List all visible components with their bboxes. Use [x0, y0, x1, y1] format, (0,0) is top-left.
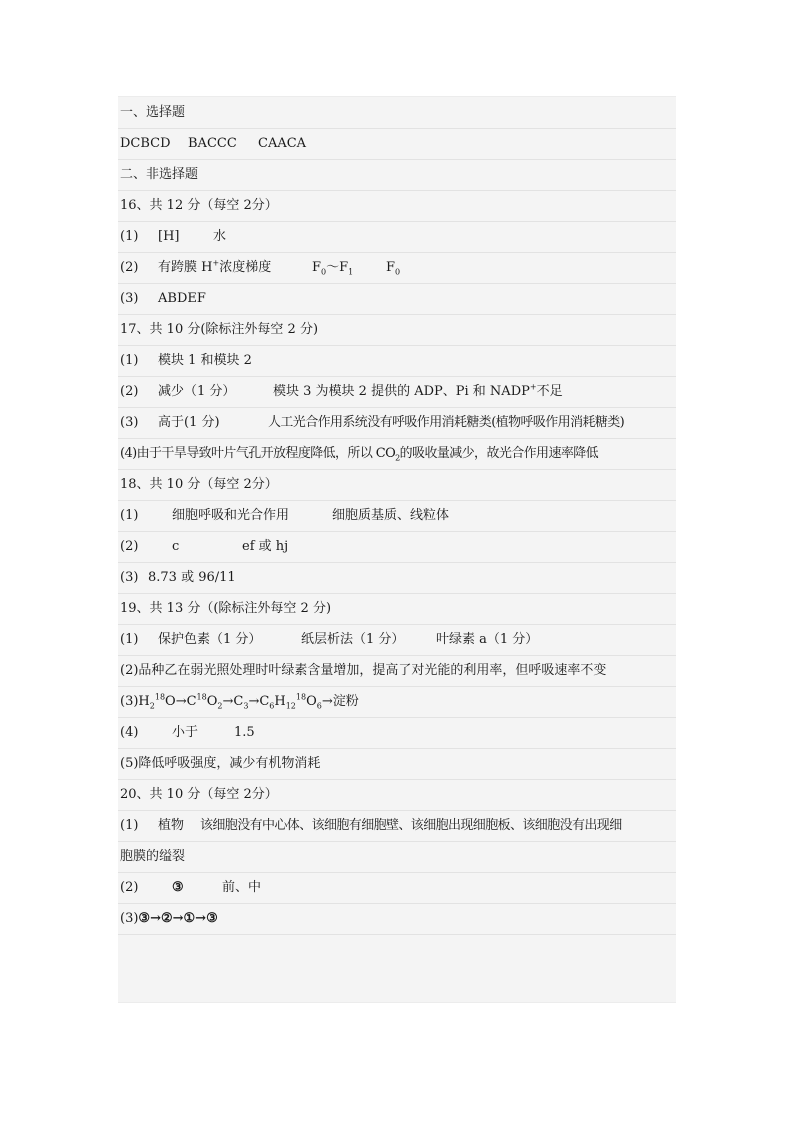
answer-value: 细胞呼吸和光合作用 — [172, 508, 290, 523]
equation: $(3)H_2^{18}O\to C^{18}O_2\to C_3\to C_6H_{12}^{18}O_6\to$淀粉 — [120, 692, 359, 711]
answer-text: 胞膜的缢裂 — [120, 849, 186, 864]
answer-number: (3) — [120, 415, 139, 430]
answer-line-20-2 — [118, 872, 676, 904]
answer-value: 有跨膜 H+浓度梯度 — [158, 258, 272, 275]
answer-value: [H] — [158, 229, 180, 244]
answer-value: 模块 3 为模块 2 提供的 ADP、Pi 和 NADP+不足 — [273, 382, 563, 399]
question-heading: 19、共 13 分（(除标注外每空 2 分) — [120, 601, 332, 616]
answer-text: (4)由于干旱导致叶片气孔开放程度降低，所以 $CO_2$的吸收量减少，故光合作用速率降低 — [120, 446, 599, 463]
answer-value: 小于 — [172, 725, 199, 740]
answer-line-18-2 — [118, 531, 676, 563]
answer-value: 纸层析法（1 分） — [301, 632, 405, 647]
answer-line-20-1-cont — [118, 841, 676, 873]
answer-line-19-2 — [118, 655, 676, 687]
answer-value: 8.73 或 96/11 — [148, 570, 236, 585]
answer-value: $F_0$ — [386, 260, 401, 277]
answer-value: 该细胞没有中心体、该细胞有细胞壁、该细胞出现细胞板、该细胞没有出现细 — [200, 818, 622, 833]
answer-value: ef 或 hj — [242, 539, 289, 554]
answer-group-3: CAACA — [258, 136, 307, 151]
answer-number: (1) — [120, 632, 139, 647]
answer-line-16-3 — [118, 283, 676, 315]
answer-value: c — [172, 539, 180, 554]
answer-value: 人工光合作用系统没有呼吸作用消耗糖类(植物呼吸作用消耗糖类) — [268, 415, 625, 430]
answer-number: (3) — [120, 291, 139, 306]
answer-line-18-1 — [118, 500, 676, 532]
answer-text: (2)品种乙在弱光照处理时叶绿素含量增加，提高了对光能的利用率，但呼吸速率不变 — [120, 663, 607, 678]
answer-line-16-1 — [118, 221, 676, 253]
answer-line-20-3 — [118, 903, 676, 935]
question-heading: 16、共 12 分（每空 2分） — [120, 198, 278, 213]
question-heading-17 — [118, 314, 676, 346]
answer-number: (1) — [120, 818, 139, 833]
answer-number: (4) — [120, 725, 139, 740]
answer-line-17-2 — [118, 376, 676, 408]
question-heading-20 — [118, 779, 676, 811]
answer-line-17-4 — [118, 438, 676, 470]
answer-sheet — [118, 96, 676, 1003]
answer-line-19-5 — [118, 748, 676, 780]
answer-value: 叶绿素 a（1 分） — [436, 632, 539, 647]
question-heading-19 — [118, 593, 676, 625]
answer-number: (1) — [120, 353, 139, 368]
choice-answers — [118, 128, 676, 160]
answer-number: (1) — [120, 229, 139, 244]
answer-line-19-3 — [118, 686, 676, 718]
answer-value: 保护色素（1 分） — [158, 632, 262, 647]
answer-value: 水 — [213, 229, 227, 244]
answer-value: 1.5 — [234, 725, 255, 740]
answer-value: 减少（1 分） — [158, 384, 236, 399]
question-heading: 17、共 10 分(除标注外每空 2 分) — [120, 322, 319, 337]
answer-value: 高于(1 分) — [158, 415, 220, 430]
answer-number: (2) — [120, 260, 139, 275]
answer-value: ABDEF — [158, 291, 206, 306]
answer-value: 细胞质基质、线粒体 — [332, 508, 450, 523]
answer-line-19-4 — [118, 717, 676, 749]
section-title: 一、选择题 — [120, 105, 186, 120]
question-heading: 18、共 10 分（每空 2分） — [120, 477, 278, 492]
question-heading-18 — [118, 469, 676, 501]
answer-text: (5)降低呼吸强度，减少有机物消耗 — [120, 756, 321, 771]
answer-value: $F_0\sim F_1$ — [312, 260, 354, 277]
answer-line-18-3 — [118, 562, 676, 594]
answer-value: 模块 1 和模块 2 — [158, 353, 252, 368]
answer-text: (3)③→②→①→③ — [120, 911, 218, 926]
answer-number: (3) — [120, 570, 139, 585]
answer-line-19-1 — [118, 624, 676, 656]
section-title-choice — [118, 97, 676, 129]
question-heading-16 — [118, 190, 676, 222]
answer-number: (1) — [120, 508, 139, 523]
answer-line-16-2 — [118, 252, 676, 284]
answer-value: 前、中 — [222, 880, 262, 895]
answer-value: ③ — [172, 880, 184, 895]
answer-number: (2) — [120, 539, 139, 554]
question-heading: 20、共 10 分（每空 2分） — [120, 787, 278, 802]
answer-line-17-3 — [118, 407, 676, 439]
section-title-nonchoice — [118, 159, 676, 191]
answer-group-1: DCBCD — [120, 136, 171, 151]
answer-group-2: BACCC — [188, 136, 237, 151]
section-title: 二、非选择题 — [120, 167, 199, 182]
answer-line-20-1 — [118, 810, 676, 842]
answer-number: (2) — [120, 384, 139, 399]
answer-line-17-1 — [118, 345, 676, 377]
answer-value: 植物 — [158, 818, 185, 833]
answer-number: (2) — [120, 880, 139, 895]
